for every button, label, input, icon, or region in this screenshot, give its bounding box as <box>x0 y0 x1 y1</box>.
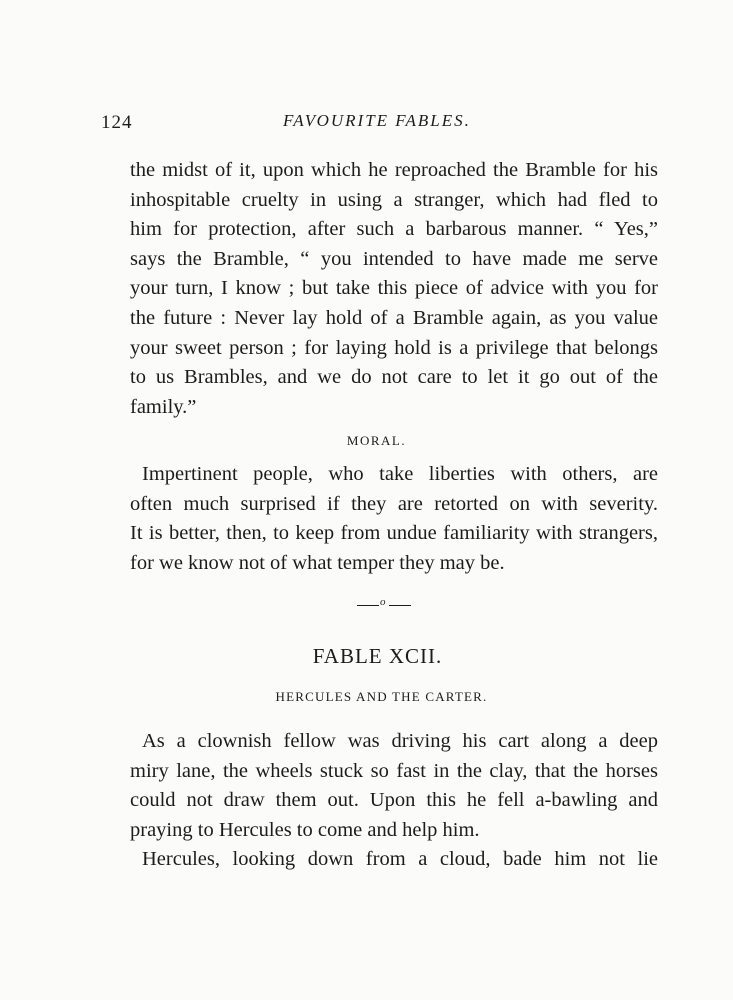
fable-subtitle: HERCULES AND THE CARTER. <box>275 689 488 704</box>
text-line: miry lane, the wheels stuck so fast in the clay, that the horses <box>130 759 658 782</box>
text-line: him for protection, after such a barbarous manner. “ Yes,” <box>130 218 658 241</box>
text-line: Impertinent people, who take liberties with others, are <box>142 463 658 485</box>
text-line: As a clownish fellow was driving his cart along a deep <box>142 730 658 752</box>
text-line: your turn, I know ; but take this piece of advice with you for <box>130 277 658 300</box>
text-line: could not draw them out. Upon this he fell a-bawling and <box>130 789 658 812</box>
text-line: often much surprised if they are retorted on with severity. <box>130 492 658 515</box>
divider-rule-right <box>389 605 411 606</box>
page-number: 124 <box>101 112 133 133</box>
text-line: the future : Never lay hold of a Bramble again, as you value <box>130 306 658 329</box>
text-line: says the Bramble, “ you intended to have made me serve <box>130 247 658 270</box>
text-line: family.” <box>130 395 197 418</box>
paragraph-bramble-conclusion <box>130 156 658 422</box>
fable-paragraph-1 <box>130 727 658 845</box>
divider-rule-left <box>357 605 379 606</box>
text-line: Hercules, looking down from a cloud, bade him not lie <box>142 848 658 870</box>
fable-title: FABLE XCII. <box>312 644 443 668</box>
text-line: for we know not of what temper they may be. <box>130 551 505 574</box>
text-line: praying to Hercules to come and help him. <box>130 818 480 841</box>
divider-glyph: o <box>380 596 386 608</box>
fable-paragraph-2 <box>130 845 658 875</box>
moral-paragraph <box>130 460 658 578</box>
text-line: your sweet person ; for laying hold is a privilege that belongs <box>130 336 658 359</box>
running-head: FAVOURITE FABLES. <box>283 111 471 130</box>
section-divider <box>357 598 411 612</box>
text-line: the midst of it, upon which he reproached the Bramble for his <box>130 159 658 181</box>
text-line: inhospitable cruelty in using a stranger, which had fled to <box>130 188 658 211</box>
text-line: It is better, then, to keep from undue familiarity with strangers, <box>130 522 658 545</box>
moral-heading: MORAL. <box>346 433 407 448</box>
text-line: to us Brambles, and we do not care to let it go out of the <box>130 366 658 389</box>
